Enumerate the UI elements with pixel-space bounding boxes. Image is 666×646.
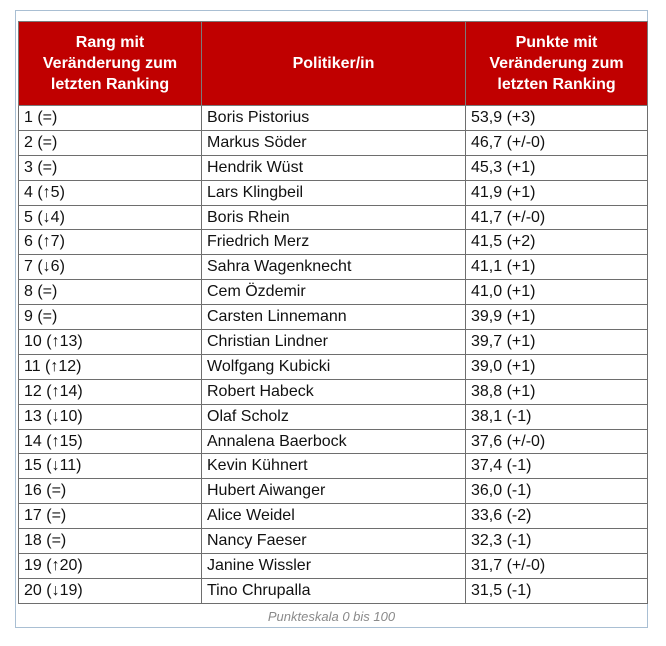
points-cell: 33,6 (-2) <box>466 504 648 529</box>
table-row <box>19 230 648 255</box>
header-row <box>19 22 648 106</box>
rank-cell: 1 (=) <box>19 106 202 131</box>
points-cell: 38,8 (+1) <box>466 379 648 404</box>
rank-cell: 15 (↓11) <box>19 454 202 479</box>
politician-cell: Nancy Faeser <box>202 529 466 554</box>
table-row <box>19 255 648 280</box>
rank-cell: 14 (↑15) <box>19 429 202 454</box>
politician-cell: Janine Wissler <box>202 554 466 579</box>
table-row <box>19 155 648 180</box>
points-cell: 38,1 (-1) <box>466 404 648 429</box>
table-row <box>19 504 648 529</box>
rank-cell: 10 (↑13) <box>19 330 202 355</box>
rank-cell: 8 (=) <box>19 280 202 305</box>
points-cell: 39,0 (+1) <box>466 354 648 379</box>
rank-cell: 5 (↓4) <box>19 205 202 230</box>
points-cell: 37,6 (+/-0) <box>466 429 648 454</box>
table-row <box>19 330 648 355</box>
politician-cell: Cem Özdemir <box>202 280 466 305</box>
points-cell: 41,0 (+1) <box>466 280 648 305</box>
rank-cell: 19 (↑20) <box>19 554 202 579</box>
rank-cell: 18 (=) <box>19 529 202 554</box>
header-rank: Rang mit Veränderung zum letzten Ranking <box>19 22 202 106</box>
points-cell: 41,7 (+/-0) <box>466 205 648 230</box>
table-row <box>19 106 648 131</box>
rank-cell: 17 (=) <box>19 504 202 529</box>
points-cell: 45,3 (+1) <box>466 155 648 180</box>
politician-cell: Sahra Wagenknecht <box>202 255 466 280</box>
points-cell: 31,7 (+/-0) <box>466 554 648 579</box>
politician-cell: Markus Söder <box>202 130 466 155</box>
table-row <box>19 130 648 155</box>
politician-cell: Boris Rhein <box>202 205 466 230</box>
ranking-body <box>19 106 648 604</box>
politician-cell: Lars Klingbeil <box>202 180 466 205</box>
politician-cell: Friedrich Merz <box>202 230 466 255</box>
politician-cell: Wolfgang Kubicki <box>202 354 466 379</box>
rank-cell: 13 (↓10) <box>19 404 202 429</box>
points-cell: 41,1 (+1) <box>466 255 648 280</box>
points-cell: 41,5 (+2) <box>466 230 648 255</box>
table-row <box>19 429 648 454</box>
politician-cell: Boris Pistorius <box>202 106 466 131</box>
politician-cell: Hubert Aiwanger <box>202 479 466 504</box>
table-row <box>19 404 648 429</box>
points-cell: 39,7 (+1) <box>466 330 648 355</box>
ranking-frame <box>15 10 648 628</box>
rank-cell: 6 (↑7) <box>19 230 202 255</box>
ranking-table <box>18 21 648 604</box>
points-cell: 36,0 (-1) <box>466 479 648 504</box>
points-cell: 41,9 (+1) <box>466 180 648 205</box>
rank-cell: 9 (=) <box>19 305 202 330</box>
rank-cell: 11 (↑12) <box>19 354 202 379</box>
table-row <box>19 379 648 404</box>
table-row <box>19 180 648 205</box>
politician-cell: Carsten Linnemann <box>202 305 466 330</box>
politician-cell: Christian Lindner <box>202 330 466 355</box>
politician-cell: Hendrik Wüst <box>202 155 466 180</box>
rank-cell: 12 (↑14) <box>19 379 202 404</box>
rank-cell: 2 (=) <box>19 130 202 155</box>
politician-cell: Robert Habeck <box>202 379 466 404</box>
politician-cell: Tino Chrupalla <box>202 578 466 603</box>
rank-cell: 3 (=) <box>19 155 202 180</box>
table-row <box>19 578 648 603</box>
table-row <box>19 280 648 305</box>
points-cell: 53,9 (+3) <box>466 106 648 131</box>
politician-cell: Kevin Kühnert <box>202 454 466 479</box>
table-row <box>19 554 648 579</box>
points-cell: 31,5 (-1) <box>466 578 648 603</box>
rank-cell: 20 (↓19) <box>19 578 202 603</box>
rank-cell: 4 (↑5) <box>19 180 202 205</box>
table-row <box>19 479 648 504</box>
table-row <box>19 305 648 330</box>
politician-cell: Olaf Scholz <box>202 404 466 429</box>
rank-cell: 7 (↓6) <box>19 255 202 280</box>
points-cell: 39,9 (+1) <box>466 305 648 330</box>
rank-cell: 16 (=) <box>19 479 202 504</box>
table-row <box>19 354 648 379</box>
points-cell: 46,7 (+/-0) <box>466 130 648 155</box>
table-row <box>19 529 648 554</box>
header-politician: Politiker/in <box>202 22 466 106</box>
table-row <box>19 454 648 479</box>
politician-cell: Annalena Baerbock <box>202 429 466 454</box>
points-cell: 37,4 (-1) <box>466 454 648 479</box>
scale-note: Punkteskala 0 bis 100 <box>267 609 396 624</box>
table-row <box>19 205 648 230</box>
points-cell: 32,3 (-1) <box>466 529 648 554</box>
header-points: Punkte mit Veränderung zum letzten Ranking <box>466 22 648 106</box>
politician-cell: Alice Weidel <box>202 504 466 529</box>
